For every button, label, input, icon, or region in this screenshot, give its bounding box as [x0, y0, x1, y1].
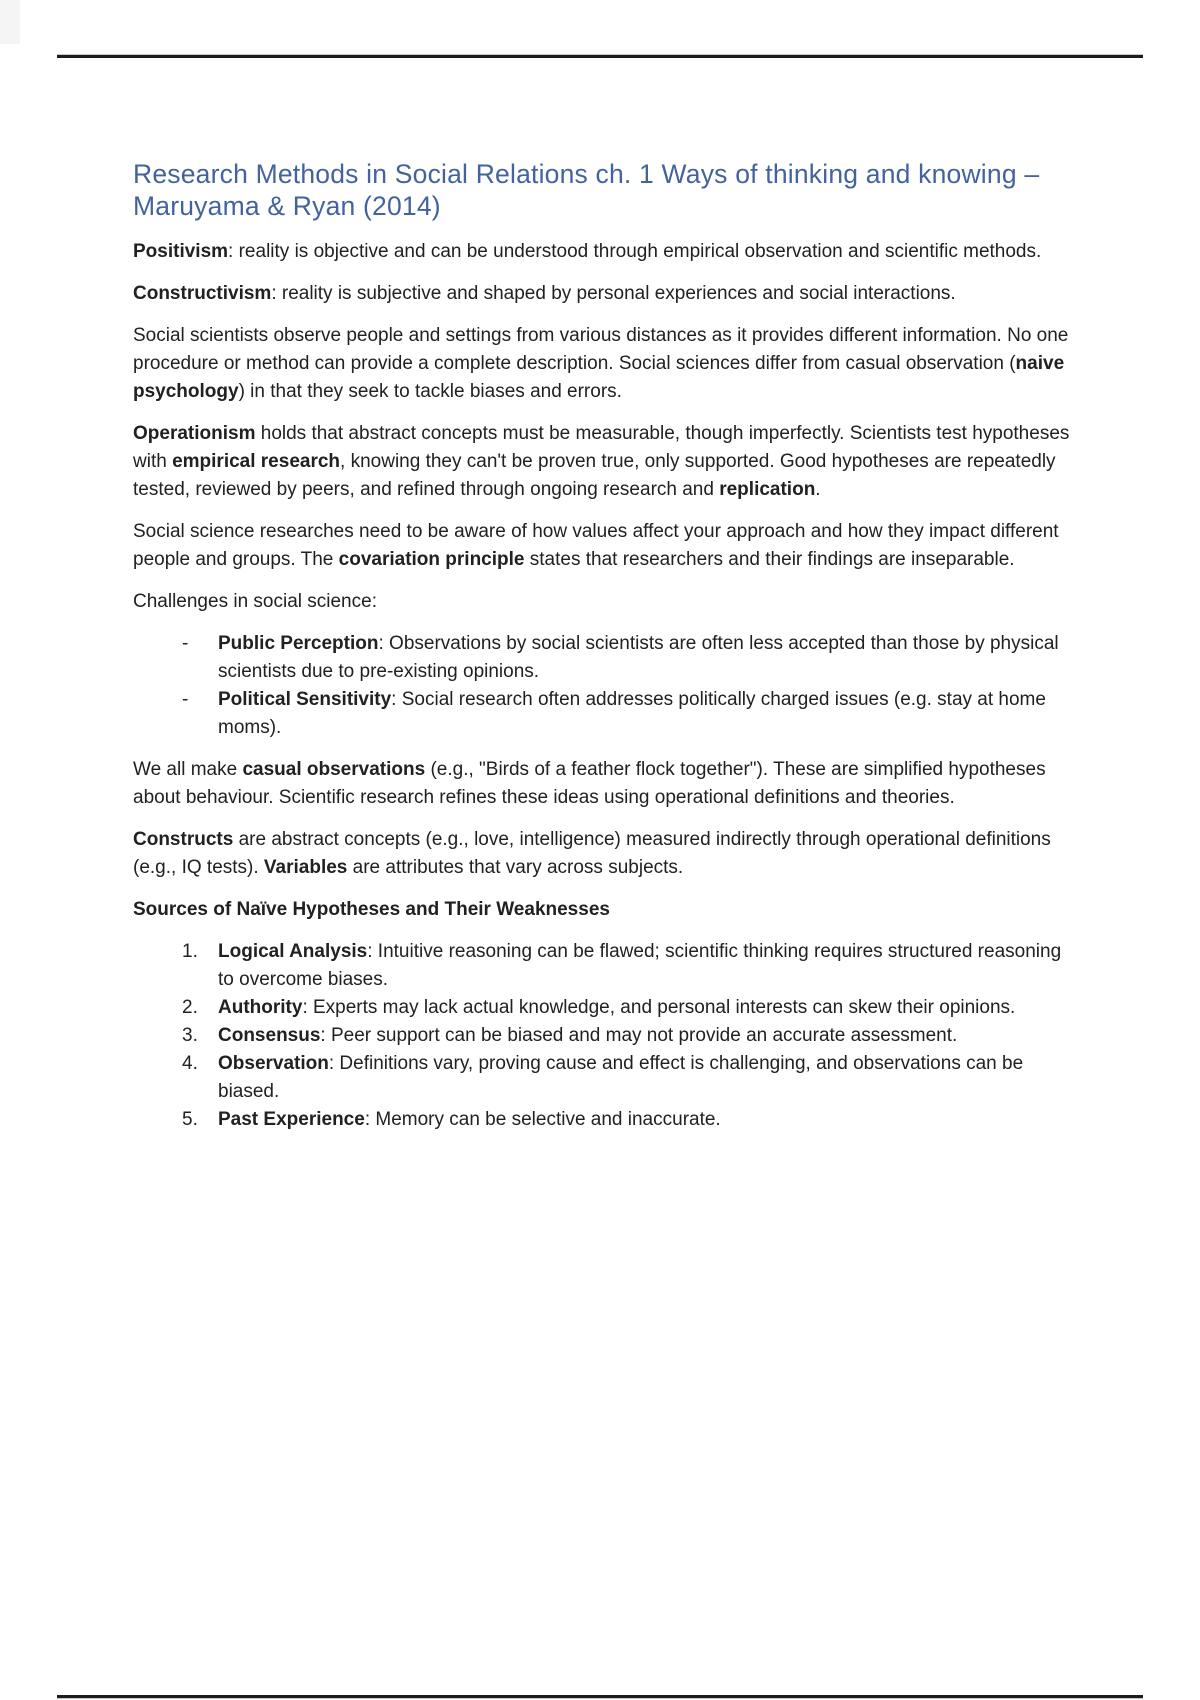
bold-text: Consensus: [218, 1025, 321, 1046]
text-run: : Definitions vary, proving cause and effect is challenging, and observations can be biased.: [218, 1053, 1024, 1102]
bold-text: naive psychology: [133, 353, 1065, 402]
bold-text: Operationism: [133, 423, 256, 444]
paragraph: [133, 420, 1071, 504]
bold-text: Political Sensitivity: [218, 689, 392, 710]
bold-text: Constructs: [133, 829, 234, 850]
text-run: : Peer support can be biased and may not provide an accurate assessment.: [320, 1025, 958, 1046]
item-number: 1.: [182, 941, 198, 962]
text-run: : Memory can be selective and inaccurate.: [364, 1109, 721, 1130]
text-run: : reality is objective and can be understood through empirical observation and scientific methods.: [228, 241, 1042, 262]
paragraph: [133, 826, 1071, 882]
bold-text: Positivism: [133, 241, 229, 262]
bullet-list: [133, 630, 1071, 742]
list-item-text: [218, 994, 1071, 1022]
section-heading: [133, 896, 1071, 924]
list-item: [133, 1022, 1071, 1050]
scan-corner-artifact: [0, 0, 20, 44]
page-bottom-rule: [57, 1695, 1143, 1699]
bold-text: Constructivism: [133, 283, 272, 304]
paragraph: [133, 238, 1071, 266]
list-item: [133, 1050, 1071, 1106]
list-item-text: [218, 630, 1071, 686]
text-run: Social scientists observe people and settings from various distances as it provides different information. No one procedure or method can provide a complete description. Social sciences differ from casual observation (: [133, 325, 1069, 374]
list-item: [133, 1106, 1071, 1134]
bold-text: replication: [719, 479, 816, 500]
item-number: 5.: [182, 1109, 198, 1130]
text-run: : Experts may lack actual knowledge, and personal interests can skew their opinions.: [302, 997, 1016, 1018]
text-run: : reality is subjective and shaped by personal experiences and social interactions.: [271, 283, 956, 304]
paragraph: [133, 518, 1071, 574]
text-run: Social science researches need to be aware of how values affect your approach and how they impact different people and groups. The: [133, 521, 1059, 570]
text-run: .: [815, 479, 821, 500]
paragraph: [133, 756, 1071, 812]
text-run: are abstract concepts (e.g., love, intelligence) measured indirectly through operational definitions (e.g., IQ tests).: [133, 829, 1051, 878]
item-number: 4.: [182, 1053, 198, 1074]
numbered-list: [133, 938, 1071, 1134]
bold-text: empirical research: [172, 451, 341, 472]
list-item: [133, 686, 1071, 742]
list-item-text: [218, 1022, 1071, 1050]
bold-text: Authority: [218, 997, 303, 1018]
bold-text: Sources of Naïve Hypotheses and Their Weaknesses: [133, 899, 610, 920]
text-run: : Observations by social scientists are often less accepted than those by physical scientists due to pre-existing opinions.: [218, 633, 1059, 682]
list-item-text: [218, 686, 1071, 742]
paragraph: [133, 322, 1071, 406]
item-number: 2.: [182, 997, 198, 1018]
bold-text: Observation: [218, 1053, 329, 1074]
list-item-text: [218, 938, 1071, 994]
list-item-text: [218, 1106, 1071, 1134]
bold-text: Logical Analysis: [218, 941, 368, 962]
list-item-text: [218, 1050, 1071, 1106]
text-run: states that researchers and their findings are inseparable.: [524, 549, 1015, 570]
page-top-rule: [57, 54, 1143, 58]
text-run: are attributes that vary across subjects.: [347, 857, 684, 878]
text-run: : Social research often addresses politically charged issues (e.g. stay at home moms).: [218, 689, 1046, 738]
text-run: ) in that they seek to tackle biases and errors.: [238, 381, 622, 402]
document-body: [133, 238, 1071, 1134]
bullet-marker: -: [182, 633, 189, 654]
bold-text: casual observations: [242, 759, 426, 780]
text-run: (e.g., "Birds of a feather flock together"). These are simplified hypotheses about behaviour. Scientific research refines these ideas using operational definitions and theories.: [133, 759, 1046, 808]
list-item: [133, 994, 1071, 1022]
document-title: Research Methods in Social Relations ch. 1 Ways of thinking and knowing – Maruyama & Ryan (2014): [133, 159, 1040, 221]
bold-text: covariation principle: [338, 549, 525, 570]
text-run: , knowing they can't be proven true, only supported. Good hypotheses are repeatedly tested, reviewed by peers, and refined through ongoing research and: [133, 451, 1056, 500]
paragraph: [133, 280, 1071, 308]
bold-text: Public Perception: [218, 633, 379, 654]
bullet-marker: -: [182, 689, 189, 710]
list-item: [133, 938, 1071, 994]
list-item: [133, 630, 1071, 686]
paragraph: [133, 588, 1071, 616]
item-number: 3.: [182, 1025, 198, 1046]
text-run: holds that abstract concepts must be measurable, though imperfectly. Scientists test hypotheses with: [133, 423, 1070, 472]
bold-text: Past Experience: [218, 1109, 365, 1130]
text-run: : Intuitive reasoning can be flawed; scientific thinking requires structured reasoning to overcome biases.: [218, 941, 1062, 990]
bold-text: Variables: [263, 857, 348, 878]
document-page: [133, 158, 1071, 1148]
text-run: We all make: [133, 759, 243, 780]
text-run: Challenges in social science:: [133, 591, 377, 612]
